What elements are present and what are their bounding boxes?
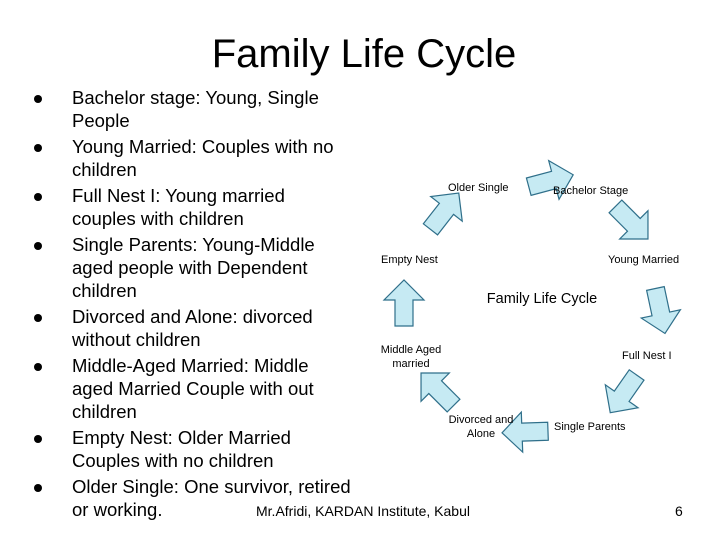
stage-label-divorced-line2: Alone	[466, 428, 496, 440]
cycle-arrow-single-parents	[594, 364, 653, 425]
stage-label-bachelor: Bachelor Stage	[553, 185, 629, 197]
stage-label-single-parents: Single Parents	[554, 421, 626, 433]
cycle-arrow-full-nest	[636, 284, 685, 337]
cycle-arrow-bachelor	[524, 155, 579, 206]
slide-title: Family Life Cycle	[211, 32, 517, 76]
footer-author: Mr.Afridi, KARDAN Institute, Kabul	[256, 503, 470, 519]
stage-label-older-single: Older Single	[448, 182, 509, 194]
stage-label-middle-aged-line1: Middle Aged	[380, 344, 442, 356]
stage-label-middle-aged-line2: married	[392, 358, 430, 370]
bullet-text: Young Married: Couples with no children	[72, 136, 334, 180]
bullet-text: Full Nest I: Young married couples with children	[72, 185, 285, 229]
bullet-text: Empty Nest: Older Married Couples with no children	[72, 427, 291, 471]
bullet-text: Older Single: One survivor, retired or working.	[72, 476, 351, 520]
bullet-text: Divorced and Alone: divorced without children	[72, 306, 313, 350]
stage-label-empty-nest: Empty Nest	[381, 254, 438, 266]
cycle-arrow-young-married	[601, 192, 662, 253]
bullet-text: Bachelor stage: Young, Single People	[72, 87, 319, 131]
stage-label-full-nest: Full Nest I	[622, 350, 672, 362]
bullet-text: Single Parents: Young-Middle aged people with Dependent children	[72, 234, 315, 301]
stage-label-divorced-line1: Divorced and	[448, 414, 514, 426]
cycle-arrow-empty-nest	[384, 280, 424, 326]
bullet-text: Middle-Aged Married: Middle aged Married Couple with out children	[72, 355, 314, 422]
page-number: 6	[675, 503, 683, 519]
stage-label-young-married: Young Married	[608, 254, 680, 266]
diagram-center-label: Family Life Cycle	[486, 291, 598, 307]
